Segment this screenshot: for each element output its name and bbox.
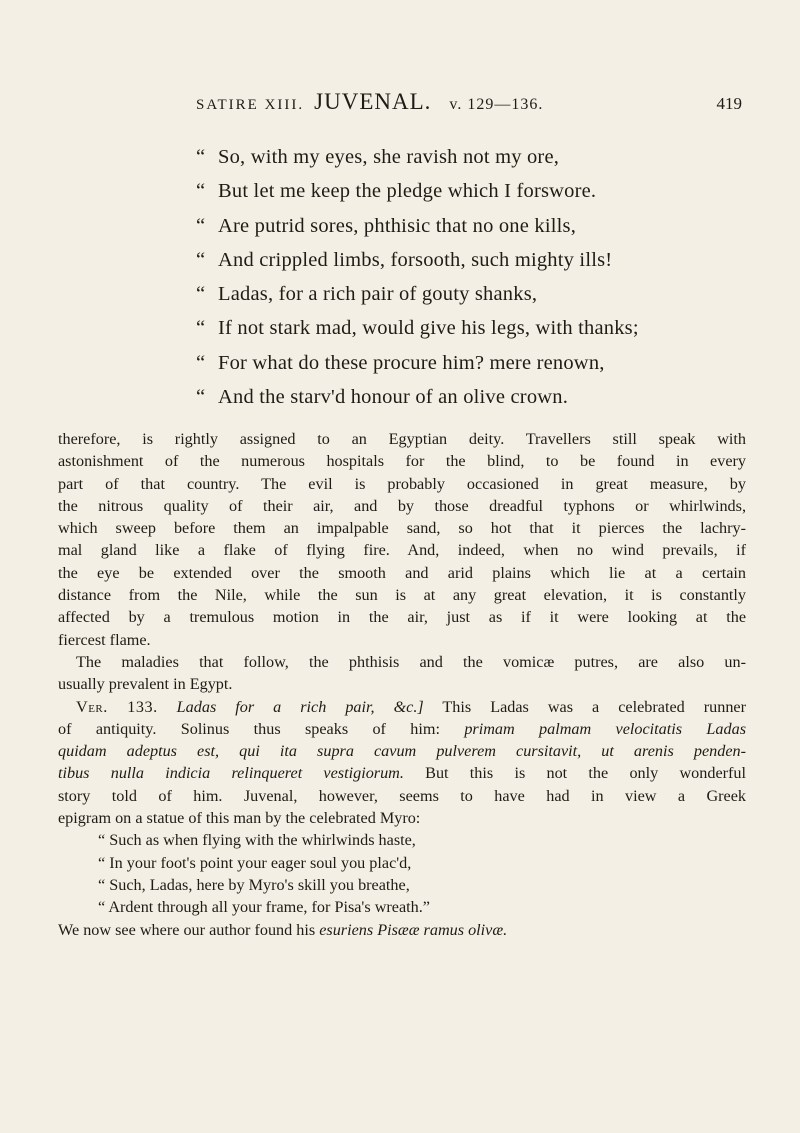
poem-line: “ Ladas, for a rich pair of gouty shanks, <box>196 277 756 311</box>
page-number: 419 <box>716 94 742 113</box>
note-line: affected by a tremulous motion in the air, just as if it were looking at the <box>58 608 746 627</box>
note-line: the nitrous quality of their air, and by those dreadful typhons or whirlwinds, <box>58 496 746 515</box>
note-line: usually prevalent in Egypt. <box>58 675 233 694</box>
poem-line: “ But let me keep the pledge which I forswore. <box>196 174 756 208</box>
note-line: the eye be extended over the smooth and arid plains which lie at a certain <box>58 563 746 582</box>
epigram <box>58 829 746 918</box>
verse-range: v. 129—136. <box>449 96 544 113</box>
note-line: of antiquity. Solinus thus speaks of him: primam palmam velocitatis Ladas <box>58 719 746 738</box>
epigram-line: “ Such as when flying with the whirlwinds haste, <box>98 831 416 850</box>
poem-line: “ And crippled limbs, forsooth, such mighty ills! <box>196 243 756 277</box>
note-line: mal gland like a flake of flying fire. And, indeed, when no wind prevails, if <box>58 541 746 560</box>
note-line: fiercest flame. <box>58 630 151 649</box>
note-line: part of that country. The evil is probably occasioned in great measure, by <box>58 474 746 493</box>
poem-line: “ For what do these procure him? mere renown, <box>196 346 756 380</box>
quote-mark: “ <box>196 248 206 271</box>
latin-quote: primam palmam velocitatis Ladas <box>464 719 746 738</box>
poem-line: “ If not stark mad, would give his legs, with thanks; <box>196 311 756 345</box>
author-title: JUVENAL. <box>314 89 432 114</box>
quote-mark: “ <box>196 351 206 374</box>
latin-quote: esuriens Pisææ ramus olivæ. <box>319 920 508 939</box>
epigram-line: “ Such, Ladas, here by Myro's skill you breathe, <box>98 875 410 894</box>
latin-quote: quidam adeptus est, qui ita supra cavum pulverem cursitavit, ut arenis penden- <box>58 742 746 761</box>
note-line: The maladies that follow, the phthisis and the vomicæ putres, are also un- <box>76 652 746 671</box>
quote-mark: “ <box>196 386 206 409</box>
poem-line: “ And the starv'd honour of an olive crown. <box>196 380 756 414</box>
poem-line: “ So, with my eyes, she ravish not my ore, <box>196 140 756 174</box>
poem-block <box>196 140 756 414</box>
quote-mark: “ <box>196 317 206 340</box>
quote-mark: “ <box>196 283 206 306</box>
latin-quote: tibus nulla indicia relinqueret vestigiorum. <box>58 764 404 783</box>
note-line: which sweep before them an impalpable sand, so hot that it pierces the lachry- <box>58 519 746 538</box>
quote-mark: “ <box>196 214 206 237</box>
note-line: therefore, is rightly assigned to an Egyptian deity. Travellers still speak with <box>58 430 746 448</box>
lemma: Ladas for a rich pair, &c.] <box>176 697 424 716</box>
running-header <box>196 89 742 119</box>
verse-label: Ver. 133. <box>76 697 158 716</box>
final-note-line: We now see where our author found his esuriens Pisææ ramus olivæ. <box>58 920 508 939</box>
note-line: astonishment of the numerous hospitals for the blind, to be found in every <box>58 452 746 471</box>
verse-note-line: Ver. 133. Ladas for a rich pair, &c.] This Ladas was a celebrated runner <box>76 697 746 716</box>
epigram-line: “ Ardent through all your frame, for Pisa's wreath.” <box>98 898 430 917</box>
poem-line: “ Are putrid sores, phthisic that no one kills, <box>196 209 756 243</box>
note-line: story told of him. Juvenal, however, seems to have had in view a Greek <box>58 786 746 805</box>
note-line: epigram on a statue of this man by the celebrated Myro: <box>58 809 421 828</box>
epigram-line: “ In your foot's point your eager soul you plac'd, <box>98 853 412 872</box>
note-line: tibus nulla indicia relinqueret vestigiorum. But this is not the only wonderful <box>58 764 747 783</box>
satire-label: SATIRE XIII. <box>196 97 305 113</box>
quote-mark: “ <box>196 180 206 203</box>
quote-mark: “ <box>196 146 206 168</box>
note-line: distance from the Nile, while the sun is at any great elevation, it is constantly <box>58 586 746 605</box>
notes-block <box>58 428 746 941</box>
